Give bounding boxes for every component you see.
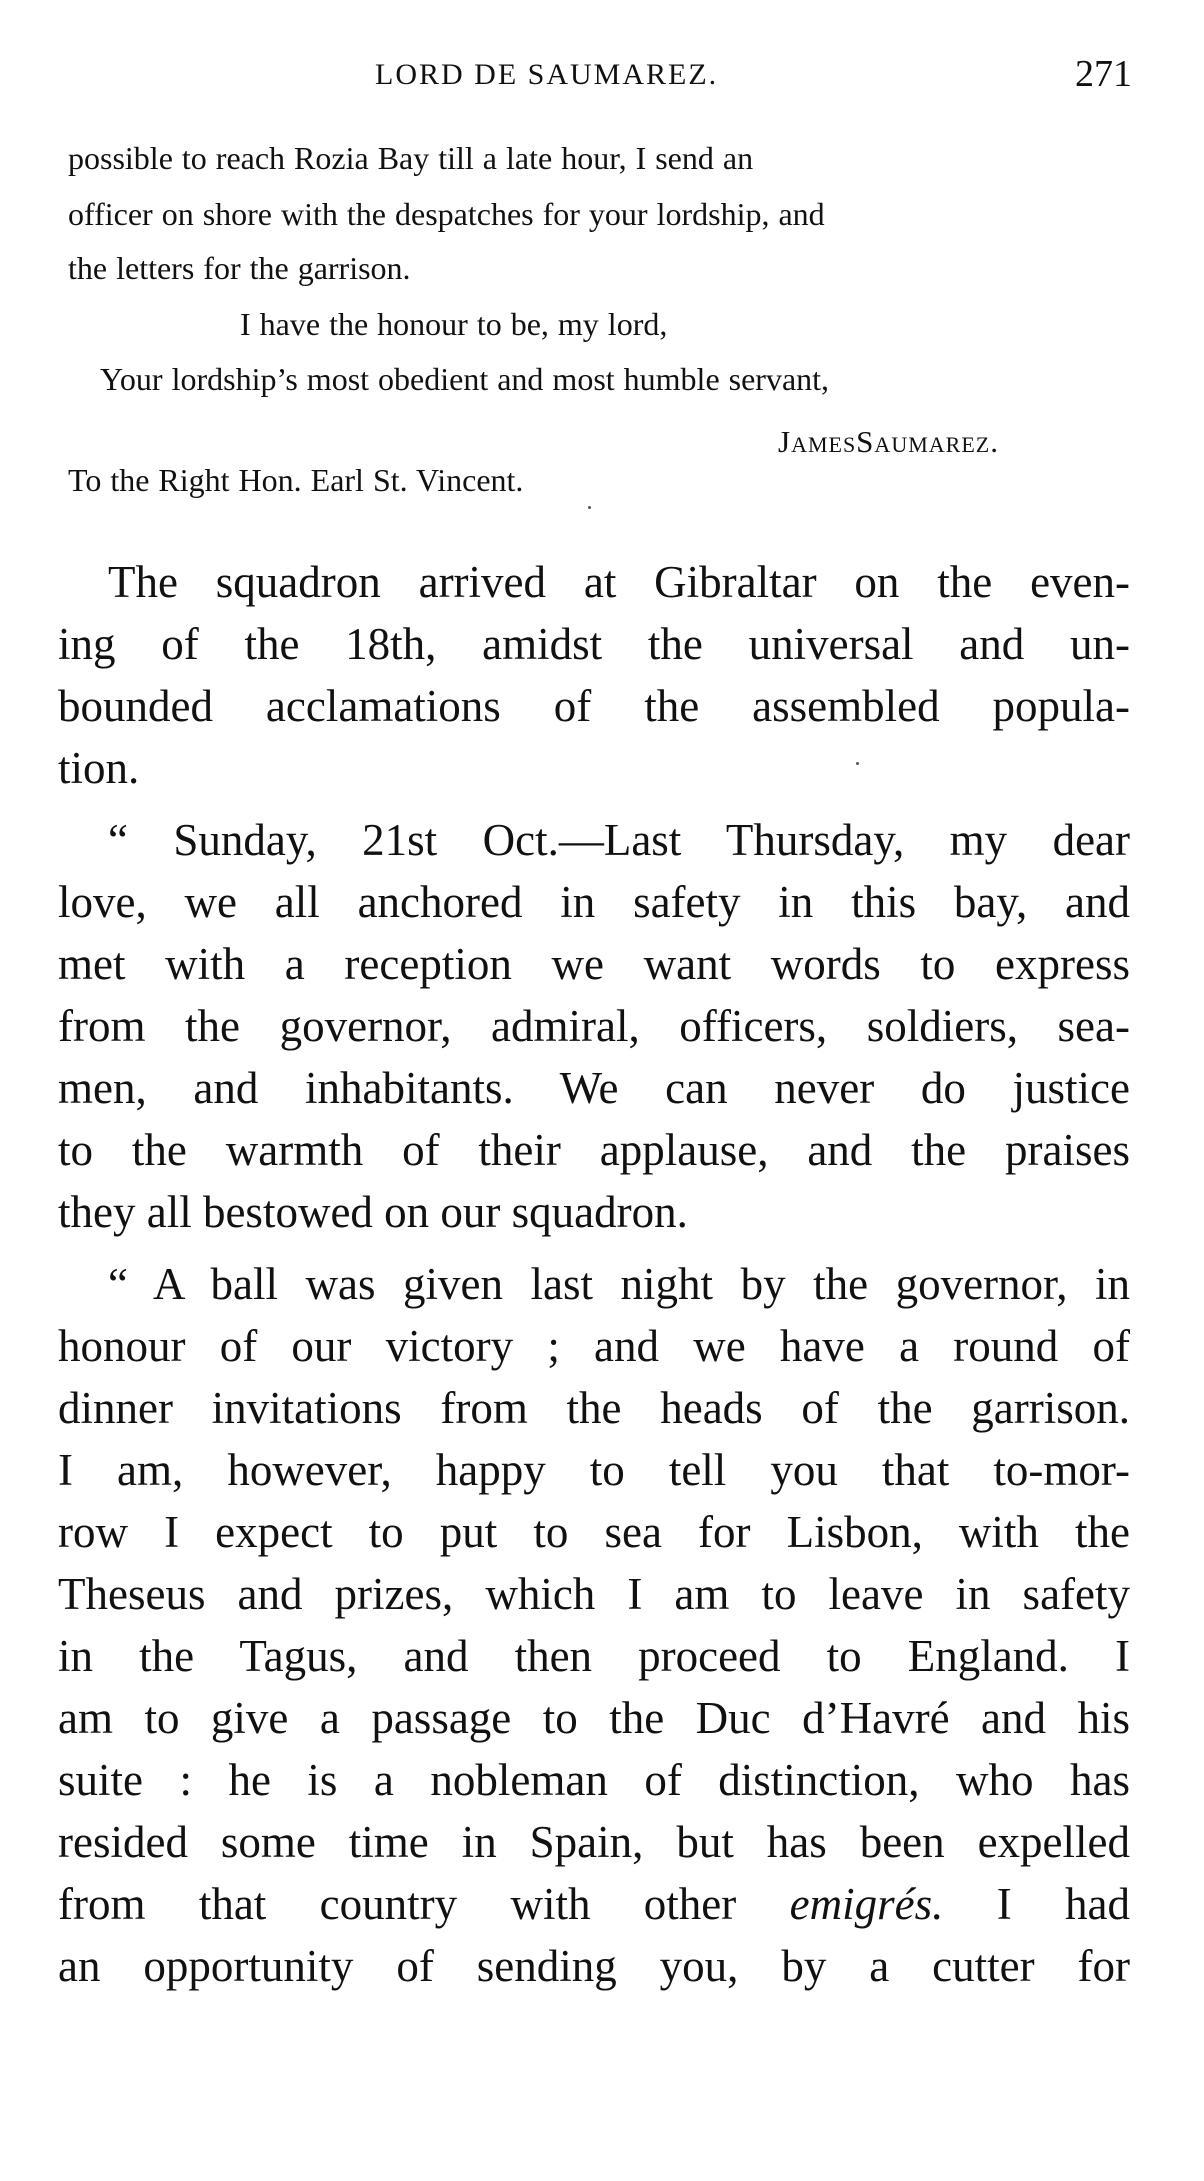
paragraph-line: suite : he is a nobleman of distinction, who has [58, 1755, 1130, 1805]
paragraph-line: an opportunity of sending you, by a cutter for [58, 1941, 1130, 1991]
paragraph-line: tion. [58, 743, 140, 793]
paragraph-line: bounded acclamations of the assembled popula- [58, 681, 1130, 731]
paragraph-line: they all bestowed on our squadron. [58, 1187, 688, 1237]
paragraph-line: The squadron arrived at Gibraltar on the even- [108, 557, 1130, 607]
paragraph-line: resided some time in Spain, but has been expelled [58, 1817, 1130, 1867]
paragraph-line: ing of the 18th, amidst the universal and un- [58, 619, 1130, 669]
paragraph-line: dinner invitations from the heads of the garrison. [58, 1383, 1130, 1433]
paragraph-line: “ A ball was given last night by the governor, in [108, 1259, 1130, 1309]
print-speck [588, 506, 591, 509]
paragraph-line: in the Tagus, and then proceed to England. I [58, 1631, 1130, 1681]
page-number: 271 [1075, 53, 1132, 95]
letter-addressee: To the Right Hon. Earl St. Vincent. [68, 462, 524, 498]
letter-line: officer on shore with the despatches for your lordship, and [68, 196, 825, 232]
text-span: from that country with other [58, 1879, 790, 1929]
paragraph-line: from the governor, admiral, officers, soldiers, sea- [58, 1001, 1130, 1051]
paragraph-line: am to give a passage to the Duc d’Havré and his [58, 1693, 1130, 1743]
letter-line: possible to reach Rozia Bay till a late hour, I send an [68, 140, 754, 176]
paragraph-line: Theseus and prizes, which I am to leave in safety [58, 1569, 1130, 1619]
italic-word: emigrés. [789, 1879, 944, 1929]
paragraph-line: I am, however, happy to tell you that to-mor- [58, 1445, 1130, 1495]
paragraph-line: men, and inhabitants. We can never do justice [58, 1063, 1130, 1113]
paragraph-line: to the warmth of their applause, and the praises [58, 1125, 1130, 1175]
letter-closing: I have the honour to be, my lord, [240, 306, 668, 342]
paragraph-line: row I expect to put to sea for Lisbon, with the [58, 1507, 1130, 1557]
paragraph-line: honour of our victory ; and we have a round of [58, 1321, 1130, 1371]
paragraph-line: “ Sunday, 21st Oct.—Last Thursday, my dear [108, 815, 1130, 865]
text-span: I had [943, 1879, 1130, 1929]
letter-closing: Your lordship’s most obedient and most humble servant, [100, 361, 830, 397]
paragraph-line [58, 1879, 1130, 1929]
paragraph-line: met with a reception we want words to express [58, 939, 1130, 989]
letter-line: the letters for the garrison. [68, 250, 411, 286]
print-speck [856, 762, 859, 765]
paragraph-line: love, we all anchored in safety in this bay, and [58, 877, 1130, 927]
letter-signature: JamesSaumarez. [778, 424, 999, 459]
page-header [60, 52, 1132, 102]
running-head: LORD DE SAUMAREZ. [375, 58, 719, 91]
